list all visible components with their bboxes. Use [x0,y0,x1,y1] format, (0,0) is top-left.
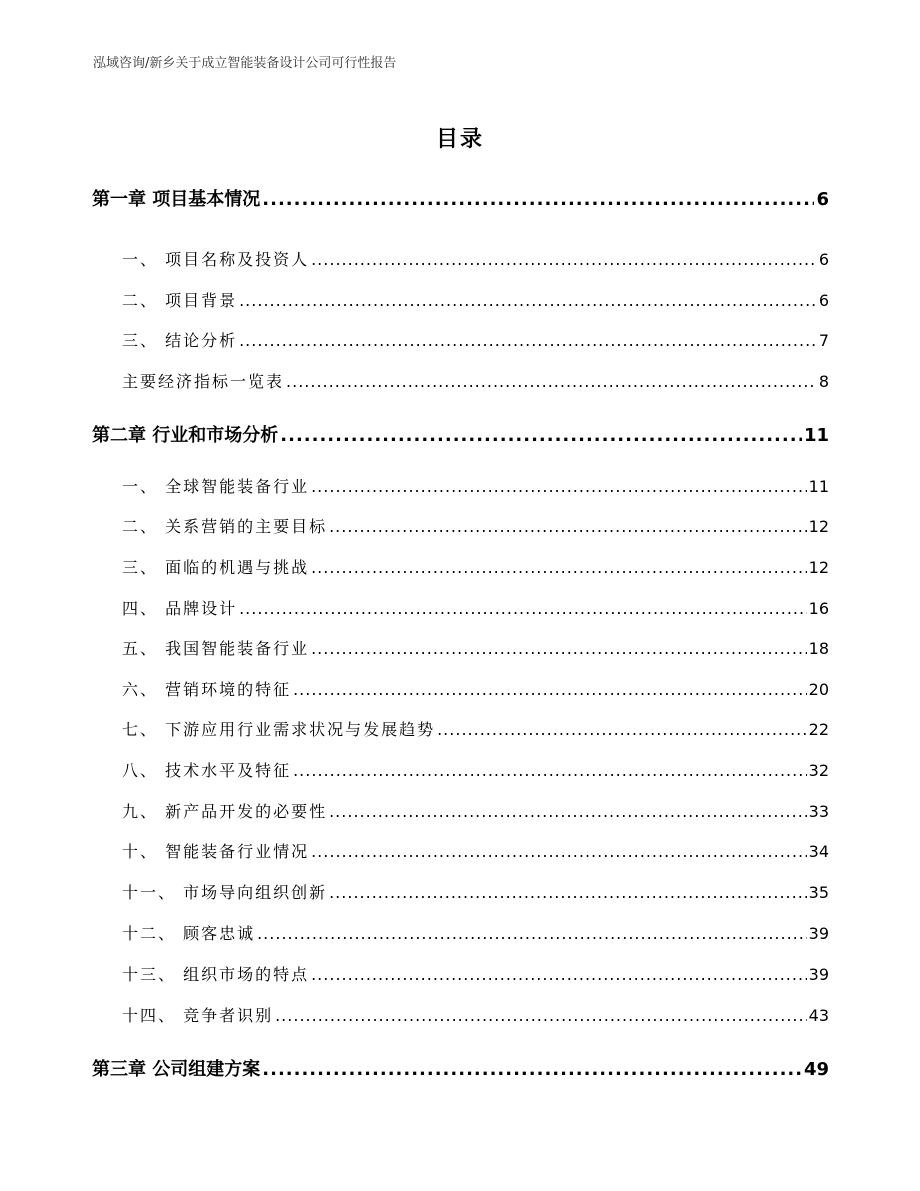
toc-entry-label: 一、 项目名称及投资人 [122,250,310,269]
toc-page-number: 6 [818,250,829,269]
toc-leader-dots [311,965,807,984]
toc-page-number: 12 [808,558,829,577]
toc-entry-label: 第一章 项目基本情况 [92,189,261,210]
toc-page-number: 39 [808,965,829,984]
toc-page-number: 11 [808,477,829,496]
toc-entry-section[interactable] [92,717,829,740]
toc-page-number: 34 [808,842,829,861]
toc-leader-dots [311,842,807,861]
toc-entry-section[interactable] [92,921,829,944]
toc-leader-dots [311,639,807,658]
toc-entry-label: 五、 我国智能装备行业 [122,639,310,658]
toc-entry-label: 七、 下游应用行业需求状况与发展趋势 [122,720,436,739]
toc-entry-section[interactable] [92,328,829,351]
toc-entry-section[interactable] [92,962,829,985]
toc-page-number: 49 [803,1059,829,1080]
toc-leader-dots [262,1059,802,1080]
toc-entry-section[interactable] [92,758,829,781]
toc-leader-dots [329,883,807,902]
toc-leader-dots [311,558,807,577]
toc-entry-section[interactable] [92,474,829,497]
toc-entry-label: 八、 技术水平及特征 [122,761,292,780]
toc-leader-dots [286,372,817,391]
toc-page-number: 33 [808,802,829,821]
toc-leader-dots [262,189,814,210]
toc-page-number: 7 [818,331,829,350]
toc-entry-section[interactable] [92,636,829,659]
toc-entry-label: 十、 智能装备行业情况 [122,842,310,861]
toc-entry-label: 第二章 行业和市场分析 [92,425,279,446]
toc-entry-label: 四、 品牌设计 [122,599,238,618]
toc-leader-dots [239,599,807,618]
toc-entry-label: 二、 关系营销的主要目标 [122,517,328,536]
toc-entry-section[interactable] [92,880,829,903]
toc-leader-dots [257,924,807,943]
toc-entry-label: 一、 全球智能装备行业 [122,477,310,496]
toc-leader-dots [275,1006,807,1025]
toc-leader-dots [437,720,807,739]
toc-page-number: 39 [808,924,829,943]
toc-page-number: 12 [808,517,829,536]
toc-leader-dots [311,250,817,269]
toc-entry-section[interactable] [92,369,829,392]
toc-entry-section[interactable] [92,839,829,862]
toc-entry-label: 主要经济指标一览表 [122,372,285,391]
toc-entry-section[interactable] [92,1003,829,1026]
toc-entry-label: 第三章 公司组建方案 [92,1059,261,1080]
toc-entry-section[interactable] [92,555,829,578]
toc-page-number: 35 [808,883,829,902]
toc-leader-dots [329,517,807,536]
toc-page-number: 43 [808,1006,829,1025]
toc-entry-label: 十一、 市场导向组织创新 [122,883,328,902]
toc-page-number: 16 [808,599,829,618]
page-title: 目录 [435,127,484,152]
toc-leader-dots [293,680,807,699]
toc-entry-section[interactable] [92,596,829,619]
toc-entry-section[interactable] [92,799,829,822]
toc-entry-section[interactable] [92,677,829,700]
toc-entry-label: 九、 新产品开发的必要性 [122,802,328,821]
toc-leader-dots [329,802,807,821]
toc-page-number: 32 [808,761,829,780]
toc-page-number: 20 [808,680,829,699]
toc-page-number: 6 [818,291,829,310]
toc-entry-label: 十三、 组织市场的特点 [122,965,310,984]
toc-entry-label: 十二、 顾客忠诚 [122,924,256,943]
toc-entry-chapter[interactable] [92,185,829,211]
running-header: 泓域咨询/新乡关于成立智能装备设计公司可行性报告 [93,56,397,71]
toc-page-number: 6 [816,189,829,210]
toc-entry-label: 二、 项目背景 [122,291,238,310]
toc-entry-label: 三、 结论分析 [122,331,238,350]
toc-entry-label: 三、 面临的机遇与挑战 [122,558,310,577]
toc-page-number: 8 [818,372,829,391]
toc-entry-label: 六、 营销环境的特征 [122,680,292,699]
toc-leader-dots [239,291,817,310]
toc-entry-section[interactable] [92,514,829,537]
toc-leader-dots [311,477,807,496]
toc-page-number: 22 [808,720,829,739]
toc-leader-dots [293,761,807,780]
toc-entry-label: 十四、 竞争者识别 [122,1006,274,1025]
toc-page-number: 11 [803,425,829,446]
toc-entry-chapter[interactable] [92,1055,829,1081]
toc-entry-chapter[interactable] [92,421,829,447]
toc-entry-section[interactable] [92,288,829,311]
toc-page-number: 18 [808,639,829,658]
toc-leader-dots [239,331,817,350]
toc-leader-dots [280,425,802,446]
toc-entry-section[interactable] [92,247,829,270]
